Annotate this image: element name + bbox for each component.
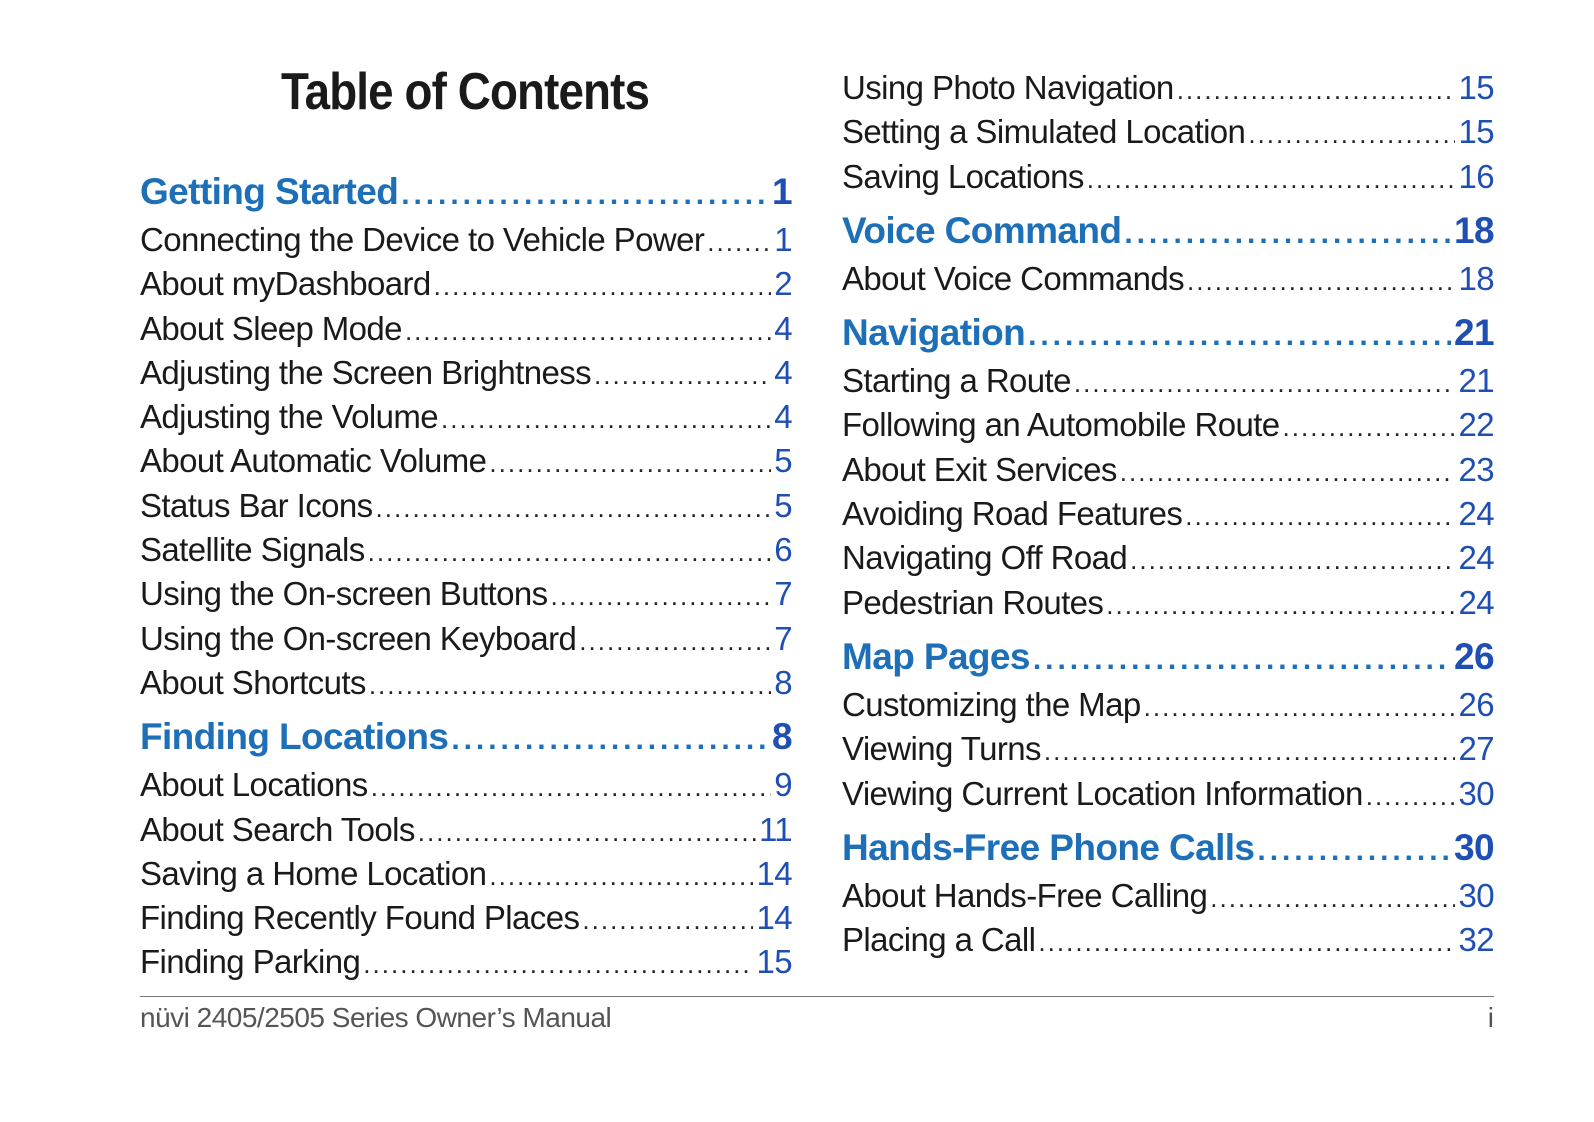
toc-page-number: 11: [758, 810, 792, 848]
dot-leader: [368, 528, 772, 572]
toc-entry-link[interactable]: [140, 661, 792, 705]
toc-page-number: 26: [1454, 635, 1494, 677]
toc-page-number: 6: [774, 531, 792, 569]
toc-page-number: 4: [774, 353, 792, 391]
dot-leader: [371, 763, 772, 807]
toc-entry-title: Satellite Signals: [140, 531, 365, 569]
dot-leader: [1257, 822, 1451, 874]
dot-leader: [551, 572, 772, 616]
toc-entry-link[interactable]: [140, 395, 792, 439]
toc-page-number: 32: [1458, 921, 1494, 959]
toc-page-number: 18: [1454, 209, 1494, 251]
footer-manual-name: nüvi 2405/2505 Series Owner’s Manual: [140, 1002, 612, 1033]
toc-section-title: Getting Started: [140, 171, 399, 212]
toc-entry-link[interactable]: [842, 772, 1494, 816]
toc-page-number: 16: [1458, 157, 1494, 195]
toc-section-link[interactable]: [842, 822, 1494, 874]
toc-section-link[interactable]: [140, 711, 792, 763]
dot-leader: [451, 711, 769, 763]
toc-entry-title: About Sleep Mode: [140, 309, 402, 347]
toc-page-number: 24: [1458, 583, 1494, 621]
dot-leader: [1124, 205, 1451, 257]
toc-section-title: Navigation: [842, 312, 1026, 354]
toc-entry-link[interactable]: [842, 359, 1494, 403]
footer-divider: [140, 996, 1494, 997]
toc-entry-title: About Shortcuts: [140, 663, 366, 701]
toc-entry-title: About Locations: [140, 766, 368, 804]
toc-entry-link[interactable]: [140, 528, 792, 572]
dot-leader: [369, 661, 771, 705]
toc-page-number: 1: [772, 171, 792, 212]
toc-entry-title: About Voice Commands: [842, 259, 1185, 297]
dot-leader: [1144, 683, 1456, 727]
toc-entry-link[interactable]: [842, 448, 1494, 492]
dot-leader: [1074, 359, 1456, 403]
toc-entry-title: About Search Tools: [140, 810, 415, 848]
toc-entry-title: Customizing the Map: [842, 685, 1141, 723]
toc-page-number: 4: [774, 309, 792, 347]
toc-entry-link[interactable]: [140, 617, 792, 661]
toc-entry-title: Finding Recently Found Places: [140, 899, 580, 937]
toc-entry-title: Adjusting the Volume: [140, 398, 439, 436]
dot-leader: [363, 940, 753, 984]
toc-section-title: Hands-Free Phone Calls: [842, 826, 1255, 868]
toc-section-link[interactable]: [842, 205, 1494, 257]
toc-entry-title: About Exit Services: [842, 450, 1117, 488]
toc-page-number: 15: [1458, 113, 1494, 151]
dot-leader: [434, 262, 772, 306]
toc-page-number: 7: [774, 575, 792, 613]
toc-page-number: 5: [774, 486, 792, 524]
dot-leader: [1177, 66, 1456, 110]
dot-leader: [1120, 448, 1456, 492]
toc-entry-link[interactable]: [842, 918, 1494, 962]
toc-entry-link[interactable]: [842, 683, 1494, 727]
toc-page-number: 30: [1458, 774, 1494, 812]
footer-page-number: i: [1487, 1002, 1494, 1033]
toc-entry-title: Connecting the Device to Vehicle Power: [140, 221, 705, 258]
toc-entry-link[interactable]: [842, 581, 1494, 625]
toc-entry-title: Finding Parking: [140, 943, 361, 981]
toc-left-column: [140, 166, 792, 985]
toc-entry-link[interactable]: [842, 155, 1494, 199]
toc-entry-title: About Automatic Volume: [140, 442, 487, 480]
toc-page-number: 23: [1458, 450, 1494, 488]
dot-leader: [1185, 492, 1455, 536]
toc-page-number: 4: [774, 398, 792, 436]
dot-leader: [582, 896, 753, 940]
toc-entry-link[interactable]: [140, 852, 792, 896]
toc-page-number: 30: [1454, 826, 1494, 868]
dot-leader: [1033, 631, 1451, 683]
toc-entry-link[interactable]: [140, 262, 792, 306]
page-title: Table of Contents: [280, 63, 650, 121]
toc-entry-title: Viewing Turns: [842, 730, 1041, 768]
toc-entry-link[interactable]: [842, 403, 1494, 447]
toc-page-number: 27: [1458, 730, 1494, 768]
toc-entry-title: Starting a Route: [842, 362, 1071, 400]
toc-entry-title: Using the On-screen Keyboard: [140, 619, 577, 657]
toc-page-number: 15: [1458, 69, 1494, 106]
toc-entry-title: Viewing Current Location Information: [842, 774, 1363, 812]
toc-entry-link[interactable]: [842, 727, 1494, 771]
dot-leader: [1028, 307, 1451, 359]
toc-entry-title: Avoiding Road Features: [842, 495, 1183, 533]
toc-entry-link[interactable]: [842, 874, 1494, 918]
toc-page-number: 30: [1458, 876, 1494, 914]
dot-leader: [1283, 403, 1456, 447]
toc-entry-title: Following an Automobile Route: [842, 406, 1280, 444]
toc-entry-link[interactable]: [842, 492, 1494, 536]
dot-leader: [418, 808, 756, 852]
toc-page-number: 14: [756, 899, 792, 937]
toc-entry-link[interactable]: [140, 763, 792, 807]
toc-entry-link[interactable]: [140, 439, 792, 483]
toc-entry-title: Using the On-screen Buttons: [140, 575, 548, 613]
toc-page-number: 14: [756, 854, 792, 892]
toc-entry-link[interactable]: [842, 257, 1494, 301]
toc-section-link[interactable]: [842, 307, 1494, 359]
dot-leader: [1106, 581, 1455, 625]
toc-entry-title: Using Photo Navigation: [842, 69, 1174, 106]
dot-leader: [1130, 536, 1455, 580]
dot-leader: [707, 218, 771, 262]
dot-leader: [405, 307, 771, 351]
toc-entry-title: Setting a Simulated Location: [842, 113, 1246, 151]
dot-leader: [401, 166, 769, 218]
toc-page-number: 24: [1458, 539, 1494, 577]
toc-entry-title: Adjusting the Screen Brightness: [140, 353, 592, 391]
toc-entry-title: Pedestrian Routes: [842, 583, 1104, 621]
toc-page-number: 7: [774, 619, 792, 657]
dot-leader: [1210, 874, 1455, 918]
toc-page-number: 21: [1458, 362, 1494, 400]
toc-entry-link[interactable]: [140, 307, 792, 351]
dot-leader: [579, 617, 771, 661]
toc-section-link[interactable]: [842, 631, 1494, 683]
dot-leader: [376, 484, 772, 528]
toc-entry-title: Saving a Home Location: [140, 854, 487, 892]
dot-leader: [489, 439, 771, 483]
dot-leader: [1038, 918, 1455, 962]
toc-entry-link[interactable]: [140, 351, 792, 395]
toc-page-number: 15: [756, 943, 792, 981]
dot-leader: [1248, 110, 1455, 154]
toc-entry-link[interactable]: [140, 896, 792, 940]
toc-page-number: 8: [774, 663, 792, 701]
toc-page-number: 22: [1458, 406, 1494, 444]
dot-leader: [594, 351, 771, 395]
dot-leader: [1087, 155, 1456, 199]
toc-entry-link[interactable]: [140, 572, 792, 616]
dot-leader: [1044, 727, 1456, 771]
toc-entry-title: Navigating Off Road: [842, 539, 1128, 577]
toc-page-number: 5: [774, 442, 792, 480]
dot-leader: [489, 852, 753, 896]
toc-page-number: 21: [1454, 312, 1494, 354]
toc-entry-link[interactable]: [842, 66, 1494, 110]
toc-page-number: 26: [1458, 685, 1494, 723]
toc-right-column: [842, 66, 1494, 962]
toc-page-number: 18: [1458, 259, 1494, 297]
toc-section-title: Voice Command: [842, 209, 1122, 251]
toc-page-number: 1: [774, 221, 792, 258]
toc-entry-title: About myDashboard: [140, 265, 431, 303]
dot-leader: [1187, 257, 1455, 301]
dot-leader: [441, 395, 771, 439]
toc-page-number: 24: [1458, 495, 1494, 533]
toc-section-title: Map Pages: [842, 635, 1030, 677]
toc-entry-link[interactable]: [140, 940, 792, 984]
toc-page-number: 2: [774, 265, 792, 303]
toc-entry-link[interactable]: [842, 536, 1494, 580]
toc-entry-title: Saving Locations: [842, 157, 1084, 195]
toc-section-link[interactable]: [140, 166, 792, 218]
toc-section-title: Finding Locations: [140, 716, 449, 758]
toc-page-number: 9: [774, 766, 792, 804]
toc-entry-link[interactable]: [842, 110, 1494, 154]
dot-leader: [1366, 772, 1456, 816]
toc-entry-title: About Hands-Free Calling: [842, 876, 1208, 914]
toc-entry-link[interactable]: [140, 808, 792, 852]
toc-entry-link[interactable]: [140, 218, 792, 262]
toc-entry-title: Placing a Call: [842, 921, 1036, 959]
toc-entry-title: Status Bar Icons: [140, 486, 373, 524]
toc-page-number: 8: [772, 716, 792, 758]
toc-entry-link[interactable]: [140, 484, 792, 528]
